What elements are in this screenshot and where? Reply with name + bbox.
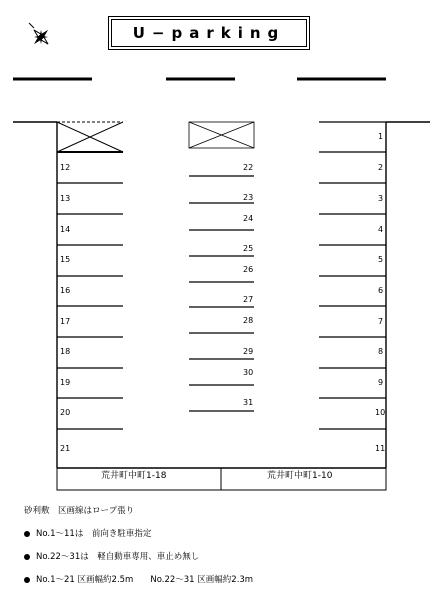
space-label: 8 [378, 347, 384, 356]
space-label: 25 [243, 244, 254, 253]
bullet-icon [24, 577, 30, 583]
space-label: 29 [243, 347, 254, 356]
space-label: 21 [60, 444, 71, 453]
space-label: 20 [60, 408, 71, 417]
address-left: 荒井町中町1-18 [101, 471, 167, 481]
note-text: No.1～11は 前向き駐車指定 [36, 529, 152, 539]
page-title: U−parking [111, 19, 307, 47]
space-label: 3 [378, 194, 384, 203]
space-label: 24 [243, 214, 254, 223]
note-text: No.22～31は 軽自動車専用、車止め無し [36, 552, 200, 562]
blocked-space-left [57, 122, 123, 152]
space-label: 18 [60, 347, 71, 356]
note-bullet-1 [24, 529, 151, 539]
space-label: 14 [60, 225, 71, 234]
space-label: 6 [378, 286, 384, 295]
space-label: 27 [243, 295, 254, 304]
title-box [108, 16, 310, 50]
space-label: 19 [60, 378, 71, 387]
space-label: 28 [243, 316, 254, 325]
space-label: 23 [243, 193, 254, 202]
space-label: 9 [378, 378, 384, 387]
bullet-icon [24, 554, 30, 560]
note-surface: 砂利敷 区画線はロープ張り [24, 506, 135, 516]
space-label: 5 [378, 255, 384, 264]
lot-outline [13, 122, 430, 468]
note-bullet-3 [24, 575, 253, 585]
stall-lines-left [57, 183, 123, 429]
bullet-icon [24, 531, 30, 537]
space-label: 30 [243, 368, 254, 377]
space-label: 16 [60, 286, 71, 295]
space-label: 15 [60, 255, 71, 264]
space-label: 10 [375, 408, 386, 417]
space-label: 1 [378, 132, 384, 141]
space-label: 12 [60, 163, 71, 172]
space-label: 2 [378, 163, 384, 172]
note-bullet-2 [24, 552, 199, 562]
space-label: 4 [378, 225, 384, 234]
note-text: No.1～21 区画幅約2.5m No.22～31 区画幅約2.3m [36, 575, 254, 585]
compass-icon [29, 23, 50, 46]
space-label: 17 [60, 317, 71, 326]
stall-lines-right [319, 122, 386, 429]
space-label: 7 [378, 317, 384, 326]
space-label: 26 [243, 265, 254, 274]
space-label: 22 [243, 163, 254, 172]
space-label: 13 [60, 194, 71, 203]
address-right: 荒井町中町1-10 [267, 471, 333, 481]
blocked-space-middle [189, 122, 254, 148]
space-label: 11 [375, 444, 386, 453]
space-label: 31 [243, 398, 254, 407]
